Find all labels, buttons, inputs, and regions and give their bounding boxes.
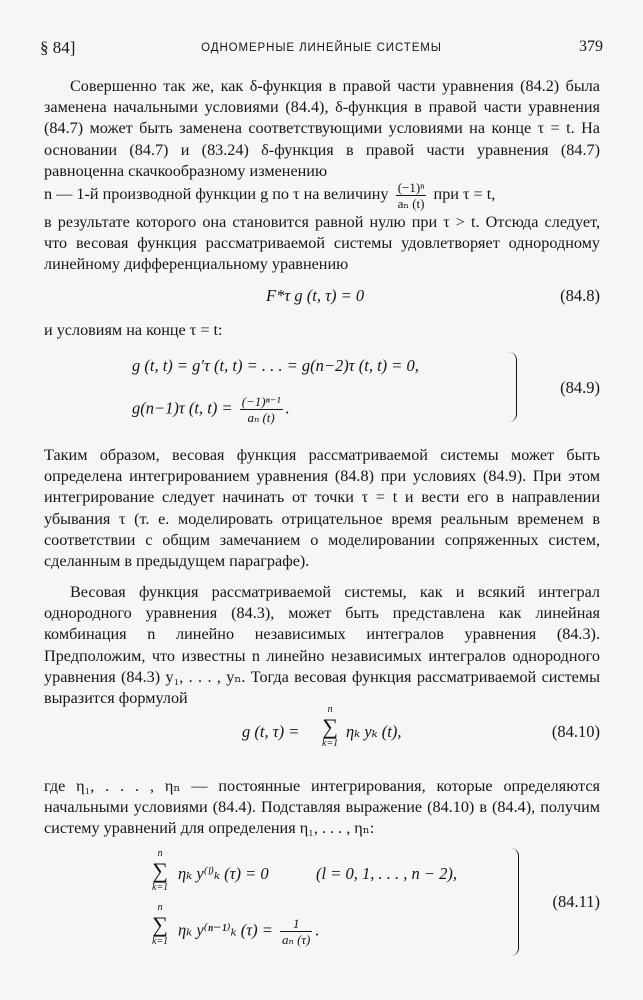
equation-84-9-numerator: (−1)ⁿ⁻¹ (241, 394, 281, 409)
equation-84-11 (44, 846, 600, 964)
sigma-symbol: ∑ (322, 714, 338, 739)
paragraph-1 (44, 76, 600, 182)
equation-84-11-sum-1-lower: k=1 (152, 882, 169, 893)
equation-84-11-line-2: ηₖ y⁽ⁿ⁻¹⁾ₖ (τ) = $\frac{1}{\text{aₙ (τ)}}$ . (178, 916, 320, 947)
equation-84-11-sum-1-upper: n (157, 848, 163, 859)
paragraph-1-fraction-lead: n — 1-й производной функции g по τ на величину (44, 185, 389, 204)
paragraph-5-text: где η₁, . . . , ηₙ — постоянные интегрирования, которые определяются начальными условиями (84.4). Подставляя выражение (84.10) в (84.4), получим систему уравнений для определения η₁, . . . , ηₙ: (44, 777, 600, 838)
sigma-symbol: ∑ (152, 912, 168, 937)
equation-84-9-line-2: g(n−1)τ (t, t) = $\frac{\text{(−1)ⁿ⁻¹}}{\text{aₙ (t)}}$ . (132, 394, 290, 425)
equation-84-9-fraction (240, 394, 283, 425)
paragraph-1-continued-text: в результате которого она становится равной нулю при τ > t. Отсюда следует, что весовая функция рассматриваемой системы удовлетворяет однородному линейному дифференциальному уравнению (44, 213, 600, 274)
paragraph-1-continued (44, 212, 600, 276)
page-number: 379 (579, 38, 603, 55)
equation-84-10-sum (322, 704, 338, 750)
sigma-symbol: ∑ (152, 858, 168, 883)
equation-84-8-expr: F*τ g (t, τ) = 0 (266, 286, 365, 305)
equation-84-10-sum-lower: k=1 (322, 738, 339, 749)
inline-fraction-numerator: (−1)ⁿ (396, 180, 427, 196)
equation-84-11-sum-2-upper: n (157, 902, 163, 913)
equation-84-11-sum-2-lower: k=1 (152, 936, 169, 947)
equation-84-11-sum-1 (152, 848, 168, 894)
paragraph-4 (44, 582, 600, 709)
equation-84-11-denominator: aₙ (τ) (282, 932, 311, 947)
equation-84-10-sum-upper: n (327, 704, 333, 715)
paragraph-1-fraction-tail: при τ = t, (433, 185, 496, 204)
running-title: ОДНОМЕРНЫЕ ЛИНЕЙНЫЕ СИСТЕМЫ (201, 42, 442, 54)
section-marker: § 84] (40, 38, 76, 57)
equation-84-11-line-1-condition: (l = 0, 1, . . . , n − 2), (316, 864, 457, 883)
equation-84-11-number: (84.11) (552, 892, 600, 911)
equation-84-11-brace (508, 848, 519, 956)
equation-84-9 (44, 352, 600, 430)
equation-84-9-line-1: g (t, t) = g′τ (t, t) = . . . = g(n−2)τ (t, t) = 0, (132, 356, 419, 375)
equation-84-11-numerator: 1 (280, 916, 312, 932)
equation-84-11-line-2-body: ηₖ y⁽ⁿ⁻¹⁾ₖ (τ) = (178, 920, 273, 940)
paragraph-3-text: Таким образом, весовая функция рассматриваемой системы может быть определена интегрированием уравнения (84.8) при условиях (84.9). При этом интегрирование следует начинать от точки τ = t и вести его в направлении убывания τ (т. е. моделировать отрицательное время реальным временем в соответствии с общим замечанием о моделировании сопряженных систем, сделанным в предыдущем параграфе). (44, 446, 600, 571)
equation-84-10-left: g (t, τ) = (242, 722, 300, 741)
paragraph-2 (44, 320, 600, 341)
paragraph-3 (44, 445, 600, 572)
equation-84-11-fraction (280, 916, 312, 947)
equation-84-9-denominator: aₙ (t) (247, 410, 275, 425)
paragraph-2-text: и условиям на конце τ = t: (44, 321, 223, 339)
paragraph-1-text: Совершенно так же, как δ-функция в правой части уравнения (84.2) была заменена начальными условиями (84.4), δ-функция в правой части уравнения (84.7) может быть заменена соответствующими условиями на конце τ = t. На основании (84.7) и (83.24) δ-функция в правой части уравнения (84.7) равноценна скачкообразному изменению (44, 77, 600, 180)
paragraph-5 (44, 776, 600, 840)
equation-84-9-line-2-left: g(n−1)τ (t, t) = (132, 398, 233, 418)
equation-84-8 (44, 286, 600, 310)
equation-84-10-number: (84.10) (551, 722, 600, 741)
page-header (40, 38, 603, 60)
equation-84-11-line-1-body: ηₖ y⁽ˡ⁾ₖ (τ) = 0 (178, 864, 269, 883)
equation-84-11-sum-2 (152, 902, 168, 948)
paragraph-4-text: Весовая функция рассматриваемой системы, как и всякий интеграл однородного уравнения (84.3), может быть представлена как линейная комбинация n линейно независимых интегралов уравнения (84.3). Предположим, что известны n линейно независимых интегралов однородного уравнения (84.3) y₁, . . . , yₙ. Тогда весовая функция рассматриваемой системы выразится формулой (44, 583, 600, 708)
equation-84-10 (44, 704, 600, 760)
inline-fraction-denominator: aₙ (t) (397, 196, 425, 211)
inline-fraction (396, 180, 427, 211)
equation-84-9-brace (506, 352, 517, 422)
paragraph-1-line-with-fraction (44, 180, 600, 214)
equation-84-9-number: (84.9) (560, 378, 600, 397)
equation-84-8-number: (84.8) (560, 286, 600, 305)
equation-84-10-body: ηₖ yₖ (t), (346, 722, 402, 741)
